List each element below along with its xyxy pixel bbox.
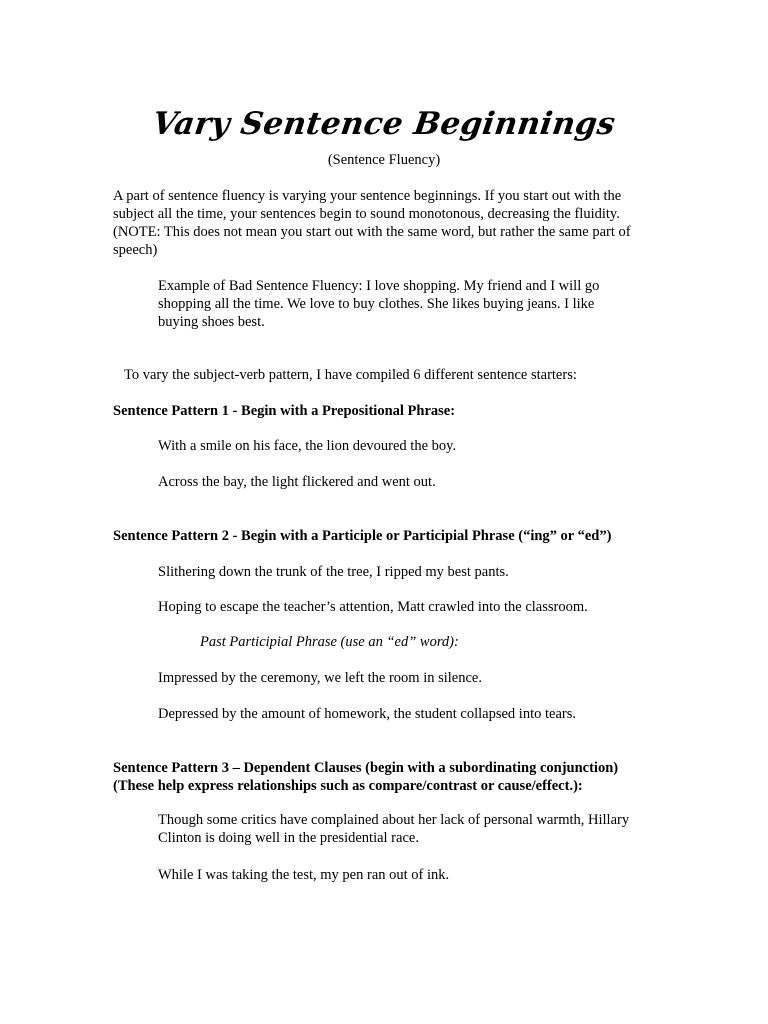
- bad-example-paragraph: Example of Bad Sentence Fluency: I love shopping. My friend and I will go shopping all the time. We love to buy clothes. She likes buying jeans. I like buying shoes best.: [158, 278, 600, 330]
- intro-paragraph: A part of sentence fluency is varying your sentence beginnings. If you start out with the subject all the time, your sentences begin to sound monotonous, decreasing the fluidity. (NOTE: This does not mean you start out with the same word, but rather the same part of speech): [113, 188, 631, 258]
- pattern-3-heading: Sentence Pattern 3 – Dependent Clauses (begin with a subordinating conjunction) (These help express relationships such as compare/contrast or cause/effect.):: [113, 760, 619, 794]
- pattern-2-example-2: Hoping to escape the teacher’s attention, Matt crawled into the classroom.: [158, 599, 588, 615]
- pattern-3-example-2: While I was taking the test, my pen ran out of ink.: [158, 867, 450, 883]
- pattern-2-example-4: Depressed by the amount of homework, the student collapsed into tears.: [158, 706, 576, 722]
- pattern-2-subheading: Past Participial Phrase (use an “ed” word):: [200, 634, 459, 650]
- pattern-1-example-2: Across the bay, the light flickered and went out.: [158, 474, 436, 490]
- document-subtitle: (Sentence Fluency): [327, 152, 441, 168]
- pattern-2-example-3: Impressed by the ceremony, we left the room in silence.: [158, 670, 482, 686]
- pattern-2-example-1: Slithering down the trunk of the tree, I ripped my best pants.: [158, 564, 509, 580]
- pattern-3-example-1: Though some critics have complained about her lack of personal warmth, Hillary Clinton is doing well in the presidential race.: [158, 812, 630, 846]
- pattern-1-heading: Sentence Pattern 1 - Begin with a Prepositional Phrase:: [113, 403, 456, 419]
- pattern-1-example-1: With a smile on his face, the lion devoured the boy.: [158, 438, 457, 454]
- pattern-2-heading: Sentence Pattern 2 - Begin with a Participle or Participial Phrase (“ing” or “ed”): [113, 528, 612, 544]
- document-title: Vary Sentence Beginnings: [150, 106, 618, 142]
- vary-intro-text: To vary the subject-verb pattern, I have compiled 6 different sentence starters:: [124, 367, 577, 383]
